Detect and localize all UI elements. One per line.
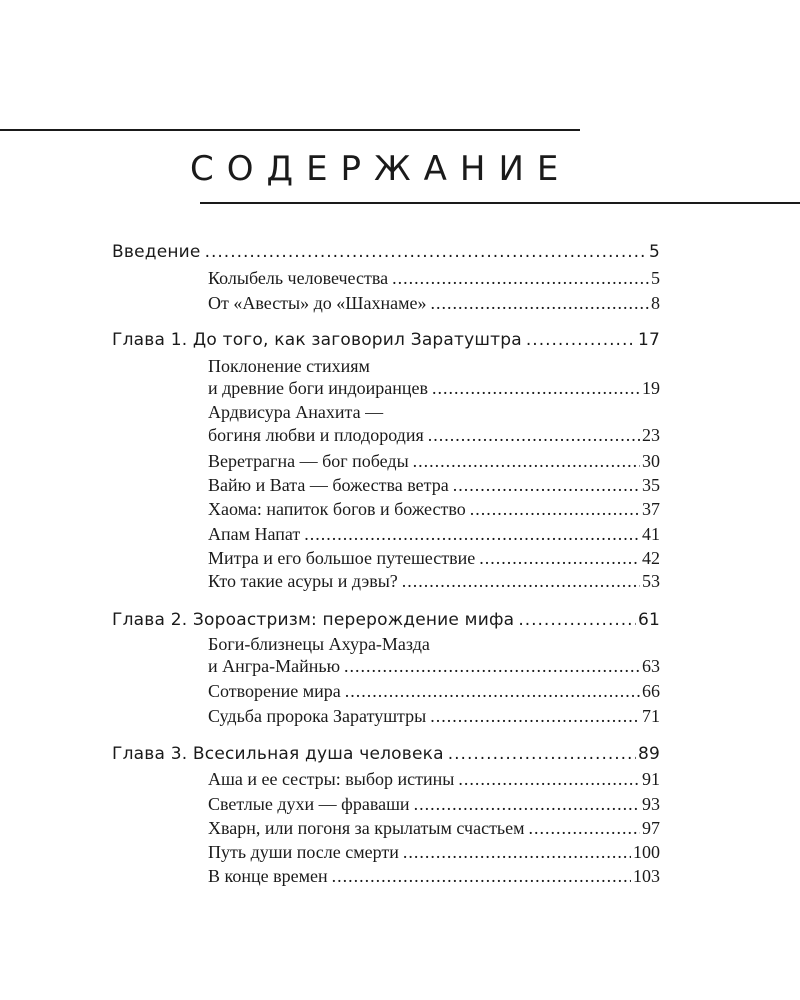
toc-entry[interactable] bbox=[208, 497, 660, 521]
toc-page-number: 71 bbox=[642, 706, 660, 726]
toc-page-number: 97 bbox=[642, 818, 660, 838]
dot-leader bbox=[470, 497, 640, 521]
toc-entry-label: Аша и ее сестры: выбор истины bbox=[208, 769, 455, 789]
toc-entry-label: Ардвисура Анахита — bbox=[208, 402, 384, 422]
toc-entry-label: Боги-близнецы Ахура-Мазда bbox=[208, 634, 430, 654]
toc-page-number: 35 bbox=[642, 475, 660, 495]
toc-entry-label: Колыбель человечества bbox=[208, 268, 389, 288]
toc-entry-label: Введение bbox=[112, 242, 201, 262]
toc-page-number: 17 bbox=[637, 330, 660, 350]
toc-page-number: 30 bbox=[642, 451, 660, 471]
toc-entry-label: Поклонение стихиям bbox=[208, 356, 370, 376]
toc-entry[interactable] bbox=[208, 569, 660, 593]
dot-leader bbox=[205, 240, 647, 264]
dot-leader bbox=[529, 816, 640, 840]
toc-page-number: 37 bbox=[642, 499, 660, 519]
toc-entry-label: Апам Напат bbox=[208, 524, 301, 544]
dot-leader bbox=[344, 654, 640, 678]
toc-page-number: 42 bbox=[642, 548, 660, 568]
toc-entry[interactable] bbox=[208, 632, 660, 656]
toc-entry-label: Глава 2. Зороастризм: перерождение мифа bbox=[112, 610, 515, 630]
dot-leader bbox=[453, 473, 640, 497]
dot-leader bbox=[332, 864, 631, 888]
toc-entry[interactable] bbox=[208, 704, 660, 728]
toc-page-number: 8 bbox=[651, 293, 660, 313]
toc-chapter-3[interactable] bbox=[112, 742, 660, 766]
toc-entry-label: Сотворение мира bbox=[208, 681, 341, 701]
toc-entry-label: В конце времен bbox=[208, 866, 328, 886]
toc-entry-label: Веретрагна — бог победы bbox=[208, 451, 409, 471]
toc-entry[interactable] bbox=[208, 816, 660, 840]
toc-entry-label: Хаома: напиток богов и божество bbox=[208, 499, 466, 519]
toc-entry-label: Судьба пророка Заратуштры bbox=[208, 706, 427, 726]
toc-entry-label: Глава 3. Всесильная душа человека bbox=[112, 744, 444, 764]
dot-leader bbox=[392, 266, 649, 290]
dot-leader bbox=[430, 704, 640, 728]
toc-page-number: 19 bbox=[642, 378, 660, 398]
toc-entry[interactable] bbox=[208, 473, 660, 497]
toc-entry[interactable] bbox=[208, 864, 660, 888]
toc-chapter-2[interactable] bbox=[112, 608, 660, 632]
toc-page-number: 63 bbox=[642, 656, 660, 676]
page-title: СОДЕРЖАНИЕ bbox=[190, 149, 572, 189]
toc-entry-label: Кто такие асуры и дэвы? bbox=[208, 571, 398, 591]
toc-entry-label: Светлые духи — фраваши bbox=[208, 794, 410, 814]
toc-entry[interactable] bbox=[208, 679, 660, 703]
toc-entry[interactable] bbox=[208, 840, 660, 864]
toc-entry[interactable] bbox=[208, 423, 660, 447]
dot-leader bbox=[448, 742, 636, 766]
toc-chapter-1[interactable] bbox=[112, 328, 660, 352]
toc-entry[interactable] bbox=[208, 767, 660, 791]
toc-page-number: 23 bbox=[642, 425, 660, 445]
toc-page-number: 103 bbox=[633, 866, 660, 886]
dot-leader bbox=[402, 569, 640, 593]
toc-page-number: 89 bbox=[637, 744, 660, 764]
dot-leader bbox=[458, 767, 640, 791]
toc-entry[interactable] bbox=[208, 400, 660, 424]
dot-leader bbox=[345, 679, 640, 703]
toc-entry[interactable] bbox=[208, 266, 660, 290]
toc-entry-label: и Ангра-Майнью bbox=[208, 656, 341, 676]
dot-leader bbox=[403, 840, 631, 864]
dot-leader bbox=[414, 792, 640, 816]
toc-entry[interactable] bbox=[208, 792, 660, 816]
toc-page-number: 53 bbox=[642, 571, 660, 591]
dot-leader bbox=[518, 608, 636, 632]
toc-entry[interactable] bbox=[208, 354, 660, 378]
toc-entry-label: богиня любви и плодородия bbox=[208, 425, 424, 445]
toc-page-number: 91 bbox=[642, 769, 660, 789]
toc-entry-label: Путь души после смерти bbox=[208, 842, 399, 862]
toc-page-number: 100 bbox=[633, 842, 660, 862]
toc-entry-label: Глава 1. До того, как заговорил Заратуштра bbox=[112, 330, 522, 350]
dot-leader bbox=[413, 449, 640, 473]
dot-leader bbox=[430, 291, 649, 315]
toc-entry-label: Вайю и Вата — божества ветра bbox=[208, 475, 449, 495]
dot-leader bbox=[479, 546, 640, 570]
toc-entry-label: Митра и его большое путешествие bbox=[208, 548, 476, 568]
toc-entry-label: Хварн, или погоня за крылатым счастьем bbox=[208, 818, 525, 838]
dot-leader bbox=[526, 328, 636, 352]
toc-entry[interactable] bbox=[208, 376, 660, 400]
toc-page-number: 93 bbox=[642, 794, 660, 814]
dot-leader bbox=[428, 423, 640, 447]
toc-entry[interactable] bbox=[208, 546, 660, 570]
toc-entry[interactable] bbox=[208, 291, 660, 315]
toc-entry-label: и древние боги индоиранцев bbox=[208, 378, 429, 398]
toc-page-number: 66 bbox=[642, 681, 660, 701]
toc-page-number: 5 bbox=[651, 268, 660, 288]
toc-entry-intro[interactable] bbox=[112, 240, 660, 264]
toc-page-number: 41 bbox=[642, 524, 660, 544]
toc-page-number: 5 bbox=[648, 242, 660, 262]
dot-leader bbox=[432, 376, 640, 400]
toc-entry[interactable] bbox=[208, 522, 660, 546]
toc-entry-label: От «Авесты» до «Шахнаме» bbox=[208, 293, 427, 313]
toc-entry[interactable] bbox=[208, 654, 660, 678]
toc-entry[interactable] bbox=[208, 449, 660, 473]
dot-leader bbox=[304, 522, 640, 546]
toc-page-number: 61 bbox=[637, 610, 660, 630]
